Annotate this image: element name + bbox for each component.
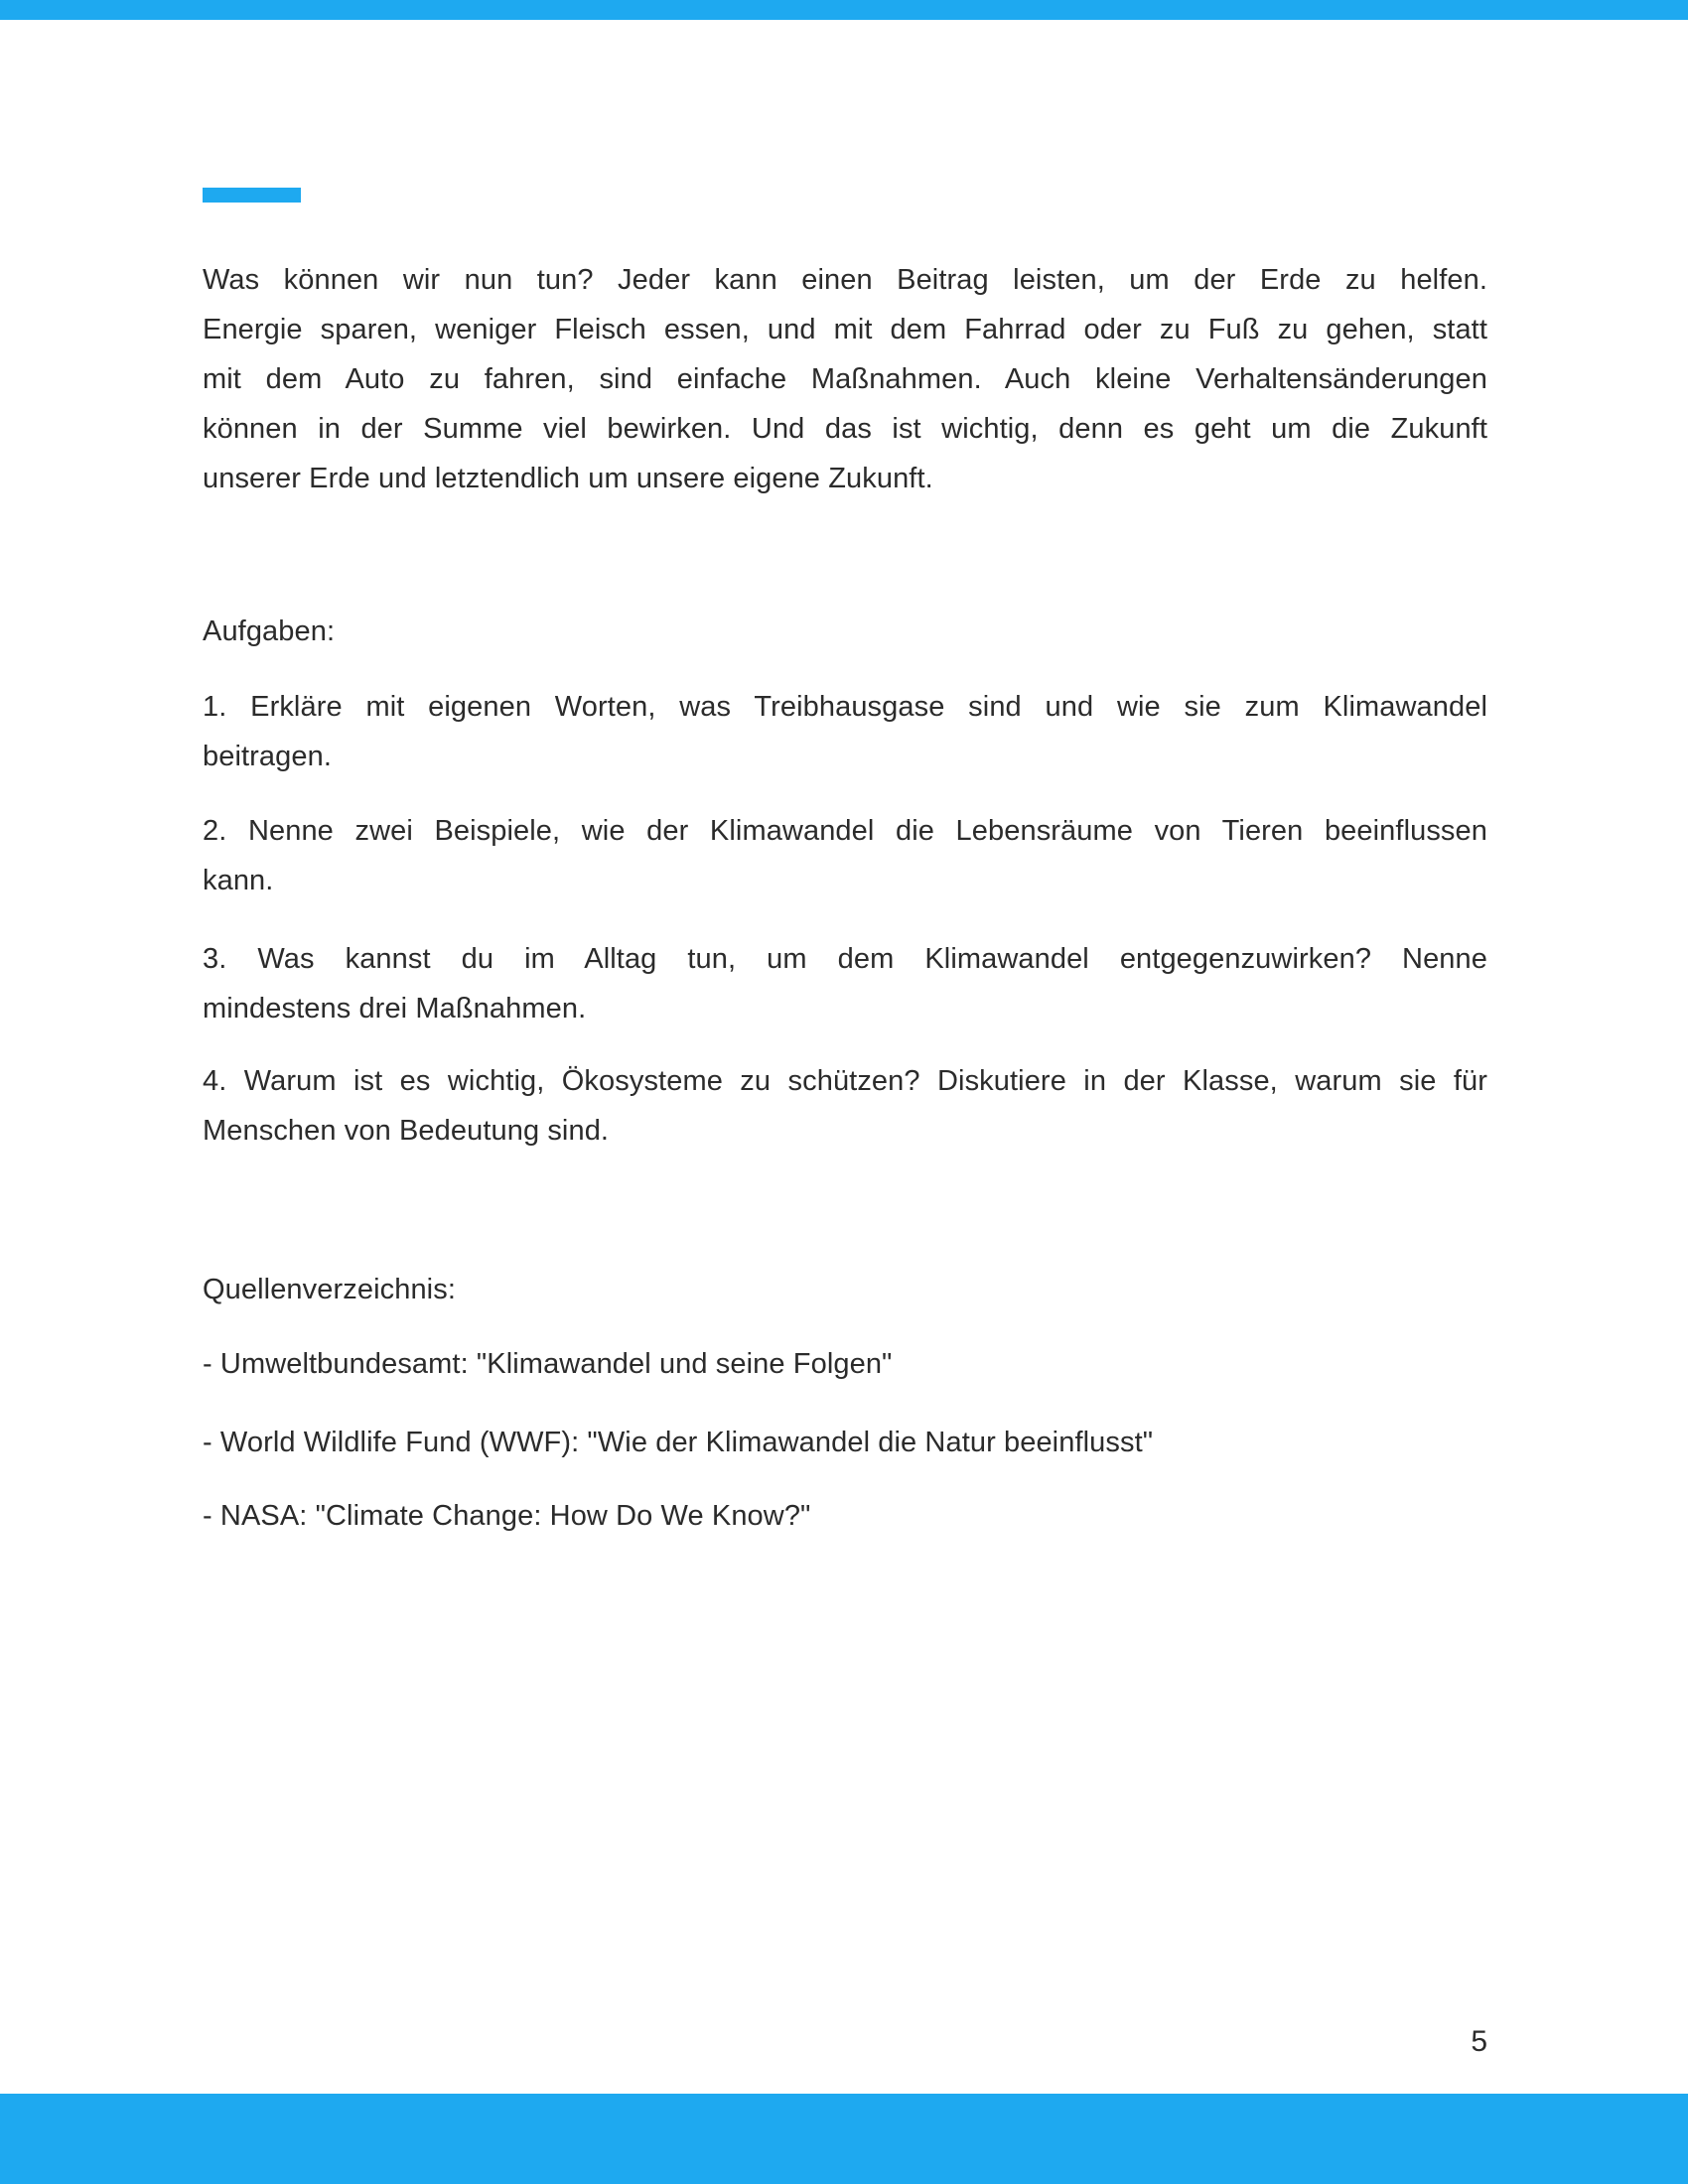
task-line: 2. Nenne zwei Beispiele, wie der Klimawandel die Lebensräume von Tieren beeinflussen: [203, 815, 1487, 847]
task-line: beitragen.: [203, 741, 332, 772]
sources-heading: Quellenverzeichnis:: [203, 1274, 456, 1305]
tasks-heading: Aufgaben:: [203, 615, 336, 647]
task-item-3: [203, 934, 1487, 1033]
intro-paragraph: [203, 255, 1487, 503]
task-item-4: [203, 1056, 1487, 1156]
paragraph-line: unserer Erde und letztendlich um unsere eigene Zukunft.: [203, 463, 933, 494]
task-line: 4. Warum ist es wichtig, Ökosysteme zu schützen? Diskutiere in der Klasse, warum sie für: [203, 1065, 1487, 1097]
paragraph-line: können in der Summe viel bewirken. Und das ist wichtig, denn es geht um die Zukunft: [203, 413, 1487, 445]
paragraph-line: Energie sparen, weniger Fleisch essen, und mit dem Fahrrad oder zu Fuß zu gehen, statt: [203, 314, 1487, 345]
source-item-3: - NASA: "Climate Change: How Do We Know?": [203, 1500, 811, 1532]
task-line: Menschen von Bedeutung sind.: [203, 1115, 610, 1147]
paragraph-line: mit dem Auto zu fahren, sind einfache Maßnahmen. Auch kleine Verhaltensänderungen: [203, 363, 1487, 395]
section-marker-dash: [203, 188, 301, 203]
page-number: 5: [1471, 2025, 1487, 2058]
task-line: 1. Erkläre mit eigenen Worten, was Treibhausgase sind und wie sie zum Klimawandel: [203, 691, 1487, 723]
task-line: kann.: [203, 865, 274, 896]
source-item-2: - World Wildlife Fund (WWF): "Wie der Klimawandel die Natur beeinflusst": [203, 1427, 1154, 1458]
task-line: mindestens drei Maßnahmen.: [203, 993, 587, 1024]
top-accent-bar: [0, 0, 1688, 20]
task-item-2: [203, 806, 1487, 905]
task-item-1: [203, 682, 1487, 781]
source-item-1: - Umweltbundesamt: "Klimawandel und seine Folgen": [203, 1348, 893, 1380]
paragraph-line: Was können wir nun tun? Jeder kann einen Beitrag leisten, um der Erde zu helfen.: [203, 264, 1487, 296]
bottom-accent-bar: [0, 2094, 1688, 2184]
task-line: 3. Was kannst du im Alltag tun, um dem Klimawandel entgegenzuwirken? Nenne: [203, 943, 1487, 975]
